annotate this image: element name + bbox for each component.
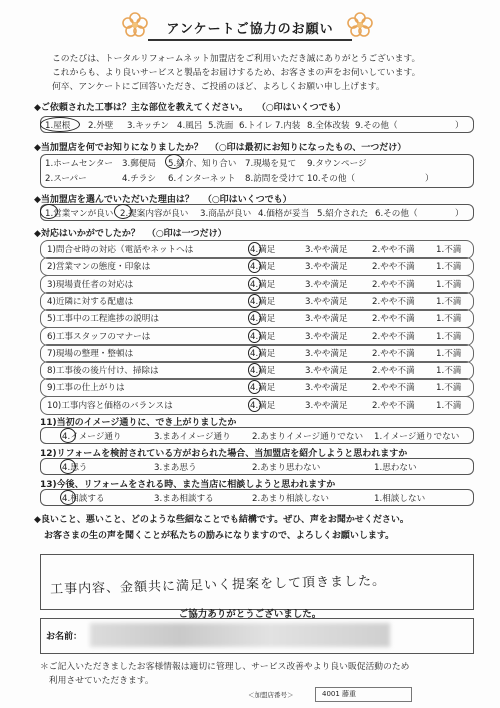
name-label: お名前： [46,632,83,642]
redacted-name [90,623,390,647]
rating-row [40,344,474,363]
rating-row [40,240,474,259]
rating-option-1[interactable]: 1.不満 [436,331,462,342]
comment-heading [34,512,409,541]
q2-note: （○印は最初にお知りになったもの、一つだけ） [209,143,407,153]
q3-option-other-close: ） [455,209,464,219]
q13-option-2[interactable]: 2.あまり相談しない [252,494,329,504]
q3-option-sales[interactable]: 1.営業マンが良い [45,209,114,219]
q2-option-visit[interactable]: 8.訪問を受けて [245,174,305,184]
q3-option-referred[interactable]: 5.紹介された [317,209,369,219]
q2-option-homecenter[interactable]: 1.ホームセンター [45,159,114,169]
q12-option-4[interactable]: 4.思う [62,463,88,473]
intro-line-1: このたびは、トータルリフォームネット加盟店をご利用いただき誠にありがとうございます。 [52,54,421,64]
q2-option-referral[interactable]: 5.紹介、知り合い [168,159,237,169]
q2-option-townpage[interactable]: 9.タウンページ [307,159,367,169]
q2-option-site[interactable]: 7.現場を見て [245,159,297,169]
q3-title: ◆当加盟店を選んでいただいた理由は？ [34,195,194,205]
q3-option-price[interactable]: 4.価格が妥当 [258,209,310,219]
q13-title: 13)今後、リフォームをされる時、また当店に相談しようと思われますか [40,480,336,490]
rating-row [40,378,474,397]
q2-option-supermarket[interactable]: 2.スーパー [45,174,87,184]
rating-option-1[interactable]: 1.不満 [436,296,462,307]
rating-row-label: 4)近隣に対する配慮は [47,296,134,307]
q4-title: ◆対応はいかがでしたか？ [34,229,140,239]
rating-row [40,257,474,276]
q2-option-postoffice[interactable]: 3.郵便局 [122,159,156,169]
rating-option-3[interactable]: 3.やや満足 [305,245,348,255]
rating-option-3[interactable]: 3.やや満足 [305,366,348,377]
q11-option-3[interactable]: 3.まあイメージ通り [154,432,231,442]
rating-row [40,361,474,380]
rating-option-4[interactable]: 4.満足 [250,383,276,394]
q12-selection-mark [60,459,76,474]
rating-option-1[interactable]: 1.不満 [436,314,462,325]
rating-row-label: 6)工事スタッフのマナーは [47,331,151,342]
q3-option-other[interactable]: 6.その他（ [375,209,418,219]
q1-selection-mark [40,117,80,132]
rating-selection-mark [248,398,261,412]
rating-selection-mark [248,346,261,360]
q12-option-2[interactable]: 2.あまり思わない [252,463,321,473]
rating-row-label: 1)問合せ時の対応（電話やネットへは [47,245,194,255]
page-title [0,18,500,37]
q12-option-1[interactable]: 1.思わない [374,463,417,473]
q1-heading [34,100,346,113]
rating-option-2[interactable]: 2.やや不満 [372,314,415,325]
q11-option-2[interactable]: 2.あまりイメージ通りでない [252,432,364,442]
rating-row [40,275,474,294]
rating-option-1[interactable]: 1.不満 [436,262,462,273]
rating-option-4[interactable]: 4.満足 [250,348,276,359]
rating-option-1[interactable]: 1.不満 [436,279,462,290]
q2-option-other-close: ） [425,174,434,184]
q1-option-wall[interactable]: 2.外壁 [88,121,114,131]
rating-option-1[interactable]: 1.不満 [436,383,462,394]
q13-option-1[interactable]: 1.相談しない [374,494,426,504]
rating-row-label: 3)現場責任者の対応は [47,279,134,290]
rating-option-1[interactable]: 1.不満 [436,366,462,377]
rating-selection-mark [248,277,261,291]
q4-heading [34,226,227,239]
comment-title: ◆良いこと、悪いこと、どのような些細なことでも結構です。ぜひ、声をお聞かせください。 [34,515,409,525]
q3-note: （○印はいくつでも） [202,195,292,205]
rating-option-4[interactable]: 4.満足 [250,262,276,273]
privacy-note [40,660,409,688]
q1-option-roof[interactable]: 1.屋根 [45,121,71,131]
rating-selection-mark [248,242,261,256]
store-number: 4001 藤重 [322,690,357,698]
privacy-note-line-1: ＊ご記入いただきましたお客様情報は適切に管理し、サービス改善やより良い販促活動のため [40,662,410,672]
q3-option-product[interactable]: 3.商品が良い [200,209,252,219]
rating-option-4[interactable]: 4.満足 [250,279,276,290]
rating-option-3[interactable]: 3.やや満足 [305,331,348,342]
rating-option-3[interactable]: 3.やや満足 [305,262,348,273]
rating-option-2[interactable]: 2.やや不満 [372,383,415,394]
rating-option-1[interactable]: 1.不満 [436,400,462,411]
rating-option-3[interactable]: 3.やや満足 [305,314,348,325]
rating-row [40,309,474,328]
rating-option-4[interactable]: 4.満足 [250,314,276,325]
rating-option-2[interactable]: 2.やや不満 [372,262,415,273]
q2-option-other[interactable]: 10.その他（ [307,174,356,184]
rating-option-2[interactable]: 2.やや不満 [372,296,415,307]
intro-line-3: 何卒、アンケートにご回答いただき、ご投函のほど、よろしくお願い申し上げます。 [52,82,385,92]
rating-option-2[interactable]: 2.やや不満 [372,279,415,290]
rating-row-label: 7)現場の整理・整頓は [47,348,134,359]
q13-selection-mark [60,490,76,505]
q2-option-flyer[interactable]: 4.チラシ [122,174,156,184]
rating-option-4[interactable]: 4.満足 [250,331,276,342]
rating-option-3[interactable]: 3.やや満足 [305,348,348,359]
q2-title: ◆当加盟店を何でお知りになりましたか？ [34,143,203,153]
privacy-note-line-2: 利用させていただきます。 [40,676,154,686]
intro-text [52,52,472,94]
rating-option-4[interactable]: 4.満足 [250,245,276,255]
rating-selection-mark [248,294,261,308]
rating-selection-mark [248,329,261,343]
rating-selection-mark [248,363,261,377]
q12-option-3[interactable]: 3.まあ思う [154,463,197,473]
rating-row-label: 2)営業マンの態度・印象は [47,262,151,273]
rating-row-label: 9)工事の仕上がりは [47,383,125,394]
q2-option-internet[interactable]: 6.インターネット [168,174,236,184]
rating-option-3[interactable]: 3.やや満足 [305,296,348,307]
q1-option-other-close: ） [455,121,464,131]
rating-option-4[interactable]: 4.満足 [250,296,276,307]
q1-option-kitchen[interactable]: 3.キッチン [127,121,169,131]
rating-row-label: 8)工事後の後片付け、掃除は [47,366,159,377]
q1-title: ◆ご依頼された工事は？主な部位を教えてください。 [34,103,248,113]
rating-row [40,292,474,311]
intro-line-2: これからも、より良いサービスと製品をお届けするため、お客さまの声をお伺いしています。 [52,68,421,78]
rating-option-2[interactable]: 2.やや不満 [372,348,415,359]
q2-selection-mark [165,154,183,169]
q3-option-proposal[interactable]: 2.提案内容が良い [120,209,189,219]
rating-option-1[interactable]: 1.不満 [436,348,462,359]
title-underline [148,39,352,41]
q4-note: （○印は一つだけ） [146,229,227,239]
q13-option-4[interactable]: 4.相談する [62,494,105,504]
store-number-label: ＜加盟店番号＞ [248,691,294,699]
q11-option-4[interactable]: 4.イメージ通り [62,432,122,442]
rating-option-4[interactable]: 4.満足 [250,400,276,411]
q11-selection-mark [60,428,76,443]
page-title-text: アンケートご協力のお願い [166,22,334,37]
q3-selection-mark-2 [114,204,132,219]
rating-option-2[interactable]: 2.やや不満 [372,331,415,342]
q1-option-toilet[interactable]: 6.トイレ [239,121,273,131]
q13-option-3[interactable]: 3.まあ相談する [154,494,214,504]
q3-selection-mark-1 [40,204,58,219]
rating-row [40,396,474,415]
rating-row-label: 5)工事中の工程進捗の説明は [47,314,159,325]
q1-option-full[interactable]: 8.全体改装 [307,121,350,131]
rating-option-2[interactable]: 2.やや不満 [372,245,415,255]
q12-title: 12)リフォームを検討されている方がおられた場合、当加盟店を紹介しようと思われますか [40,449,408,459]
rating-row [40,327,474,346]
rating-option-3[interactable]: 3.やや満足 [305,279,348,290]
store-number-box [315,687,412,702]
rating-row-label: 10)工事内容と価格のバランスは [47,400,173,411]
q1-option-bath[interactable]: 4.風呂 [177,121,203,131]
rating-option-1[interactable]: 1.不満 [436,245,462,255]
q1-option-washroom[interactable]: 5.洗面 [208,121,234,131]
rating-option-3[interactable]: 3.やや満足 [305,400,348,411]
rating-option-2[interactable]: 2.やや不満 [372,366,415,377]
rating-option-4[interactable]: 4.満足 [250,366,276,377]
comment-subtitle: お客さまの生の声を聞くことが私たちの励みになりますので、よろしくお願いします。 [44,531,395,541]
q1-option-interior[interactable]: 7.内装 [275,121,301,131]
rating-option-3[interactable]: 3.やや満足 [305,383,348,394]
q11-title: 11)当初のイメージ通りに、でき上がりましたか [40,418,237,428]
comment-handwritten: 工事内容、金額共に満足いく提案をして頂きました。 [49,573,387,598]
q2-heading [34,140,406,153]
q1-note: （○印はいくつでも） [256,103,346,113]
rating-option-2[interactable]: 2.やや不満 [372,400,415,411]
thanks-text: ご協力ありがとうございました。 [178,609,322,620]
q1-option-other[interactable]: 9.その他（ [355,121,398,131]
q11-option-1[interactable]: 1.イメージ通りでない [374,432,460,442]
